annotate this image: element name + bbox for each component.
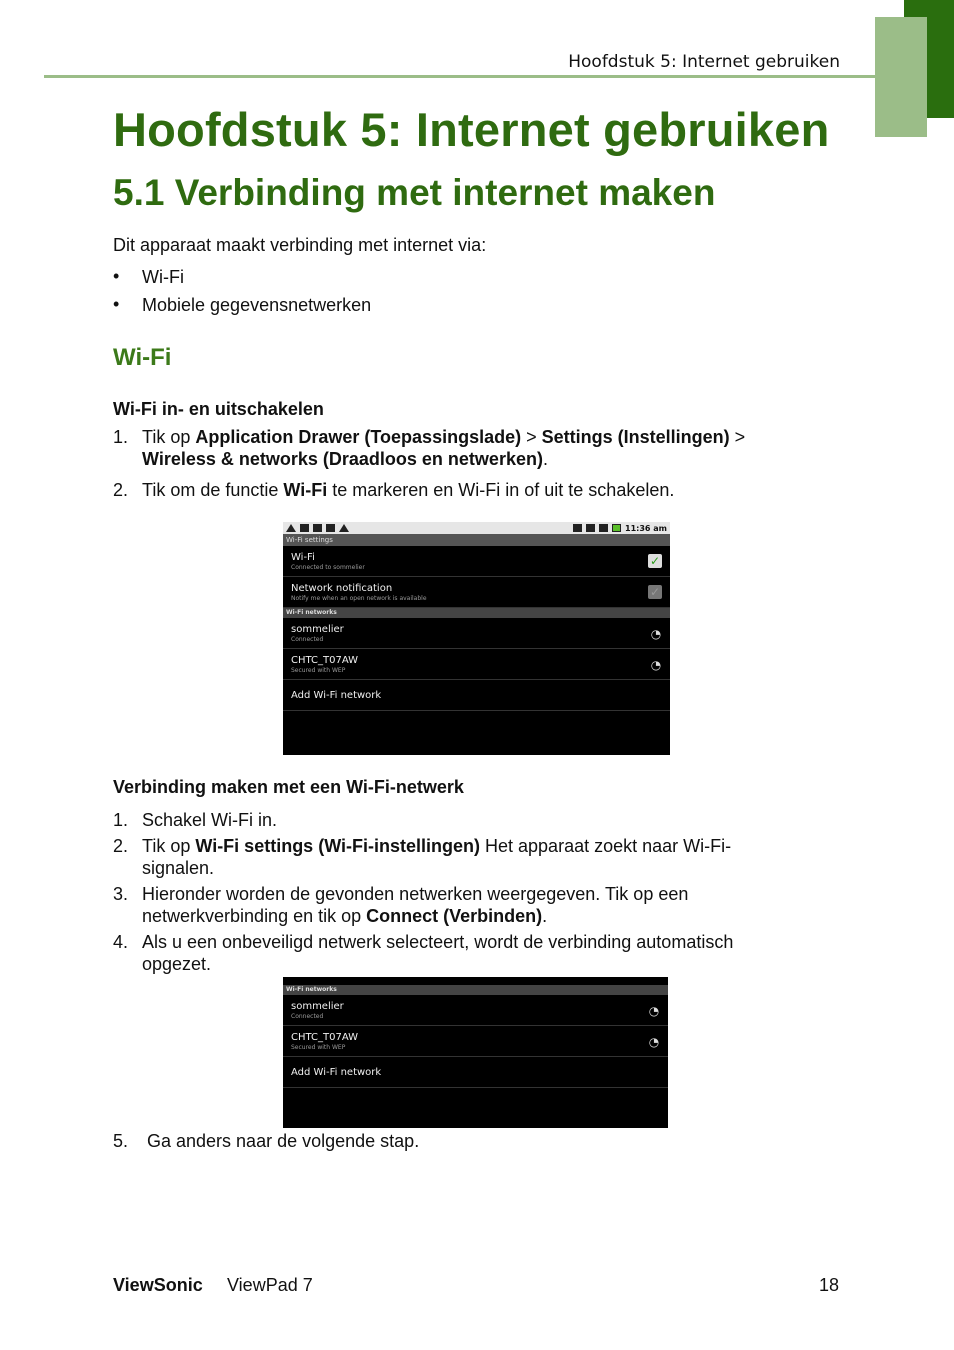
wifi-lock-icon: ◔ (650, 658, 662, 672)
row-title: sommelier (291, 1001, 344, 1012)
row-subtitle: Connected to sommelier (291, 564, 365, 571)
signal-icon (599, 524, 608, 532)
clock: 11:36 am (625, 523, 667, 533)
chapter-tab-dark (927, 0, 954, 118)
bullet-item: Wi-Fi (142, 267, 184, 287)
network-row (283, 1026, 668, 1057)
step-number: 3. (113, 884, 129, 904)
wifi-heading: Wi-Fi (113, 344, 172, 371)
step-number: 2. (113, 836, 129, 856)
connect-step-5: Ga anders naar de volgende stap. (147, 1131, 420, 1151)
intro-text: Dit apparaat maakt verbinding met internet via: (113, 235, 487, 255)
network-notification-row (283, 577, 670, 608)
wifi-lock-icon: ◔ (650, 627, 662, 641)
row-title: Wi-Fi (291, 552, 315, 563)
warning-icon (339, 524, 349, 532)
networks-category: Wi-Fi networks (283, 985, 668, 995)
chapter-tab (875, 17, 927, 137)
row-title: Add Wi-Fi network (291, 690, 382, 701)
wifi-lock-icon: ◔ (648, 1004, 660, 1018)
add-network-row (283, 1057, 668, 1088)
checkbox-checked-icon: ✓ (649, 554, 661, 568)
wifi-lock-icon: ◔ (648, 1035, 660, 1049)
step-number: 1. (113, 810, 129, 830)
toggle-step-1: Tik op Application Drawer (Toepassingslade) > Settings (Instellingen) > Wireless & networks (Draadloos en netwerken). (142, 427, 746, 469)
toggle-step-2: Tik om de functie Wi-Fi te markeren en Wi-Fi in of uit te schakelen. (142, 480, 675, 500)
wifi-settings-screenshot (283, 522, 670, 755)
add-network-row (283, 680, 670, 711)
message-icon (300, 524, 309, 532)
toggle-heading: Wi-Fi in- en uitschakelen (113, 399, 324, 419)
mail-icon (313, 524, 322, 532)
chapter-title: Hoofdstuk 5: Internet gebruiken (113, 103, 830, 156)
checkbox-disabled-icon: ✓ (649, 585, 661, 599)
bullet-marker: • (113, 294, 120, 314)
row-subtitle: Connected (291, 636, 324, 643)
running-head: Hoofdstuk 5: Internet gebruiken (568, 52, 840, 72)
row-subtitle: Connected (291, 1013, 324, 1020)
header-rule (44, 75, 875, 78)
bullet-item: Mobiele gegevensnetwerken (142, 295, 372, 315)
row-title: Network notification (291, 583, 393, 594)
wifi-toggle-row (283, 546, 670, 577)
usb-icon (326, 524, 335, 532)
status-bar (283, 522, 670, 534)
row-title: sommelier (291, 624, 344, 635)
warning-icon (286, 524, 296, 532)
connect-step-3: Hieronder worden de gevonden netwerken weergegeven. Tik op een netwerkverbinding en tik op Connect (Verbinden). (142, 884, 689, 926)
footer-brand: ViewSonic (113, 1275, 203, 1295)
network-row (283, 618, 670, 649)
connect-step-1: Schakel Wi-Fi in. (142, 810, 278, 830)
vibrate-icon (586, 524, 595, 532)
step-number: 2. (113, 480, 129, 500)
connect-heading: Verbinding maken met een Wi-Fi-netwerk (113, 777, 464, 797)
networks-category: Wi-Fi networks (283, 608, 670, 618)
bullet-marker: • (113, 266, 120, 286)
network-row (283, 649, 670, 680)
network-row (283, 995, 668, 1026)
row-subtitle: Secured with WEP (291, 667, 346, 674)
bluetooth-icon (573, 524, 582, 532)
connect-step-2: Tik op Wi-Fi settings (Wi-Fi-instellingen) Het apparaat zoekt naar Wi-Fi- signalen. (142, 836, 732, 878)
connect-step-4: Als u een onbeveiligd netwerk selecteert, wordt de verbinding automatisch opgezet. (142, 932, 734, 974)
row-subtitle: Secured with WEP (291, 1044, 346, 1051)
step-number: 5. (113, 1131, 129, 1151)
battery-icon (612, 524, 621, 532)
step-number: 1. (113, 427, 129, 447)
step-number: 4. (113, 932, 129, 952)
row-title: Add Wi-Fi network (291, 1067, 382, 1078)
section-title: 5.1 Verbinding met internet maken (113, 172, 716, 213)
screen-title: Wi-Fi settings (283, 534, 670, 546)
page-number: 18 (818, 1275, 839, 1295)
row-title: CHTC_T07AW (291, 655, 359, 666)
wifi-networks-screenshot (283, 977, 668, 1128)
row-subtitle: Notify me when an open network is available (291, 595, 427, 602)
row-title: CHTC_T07AW (291, 1032, 359, 1043)
footer-model: ViewPad 7 (227, 1275, 313, 1295)
